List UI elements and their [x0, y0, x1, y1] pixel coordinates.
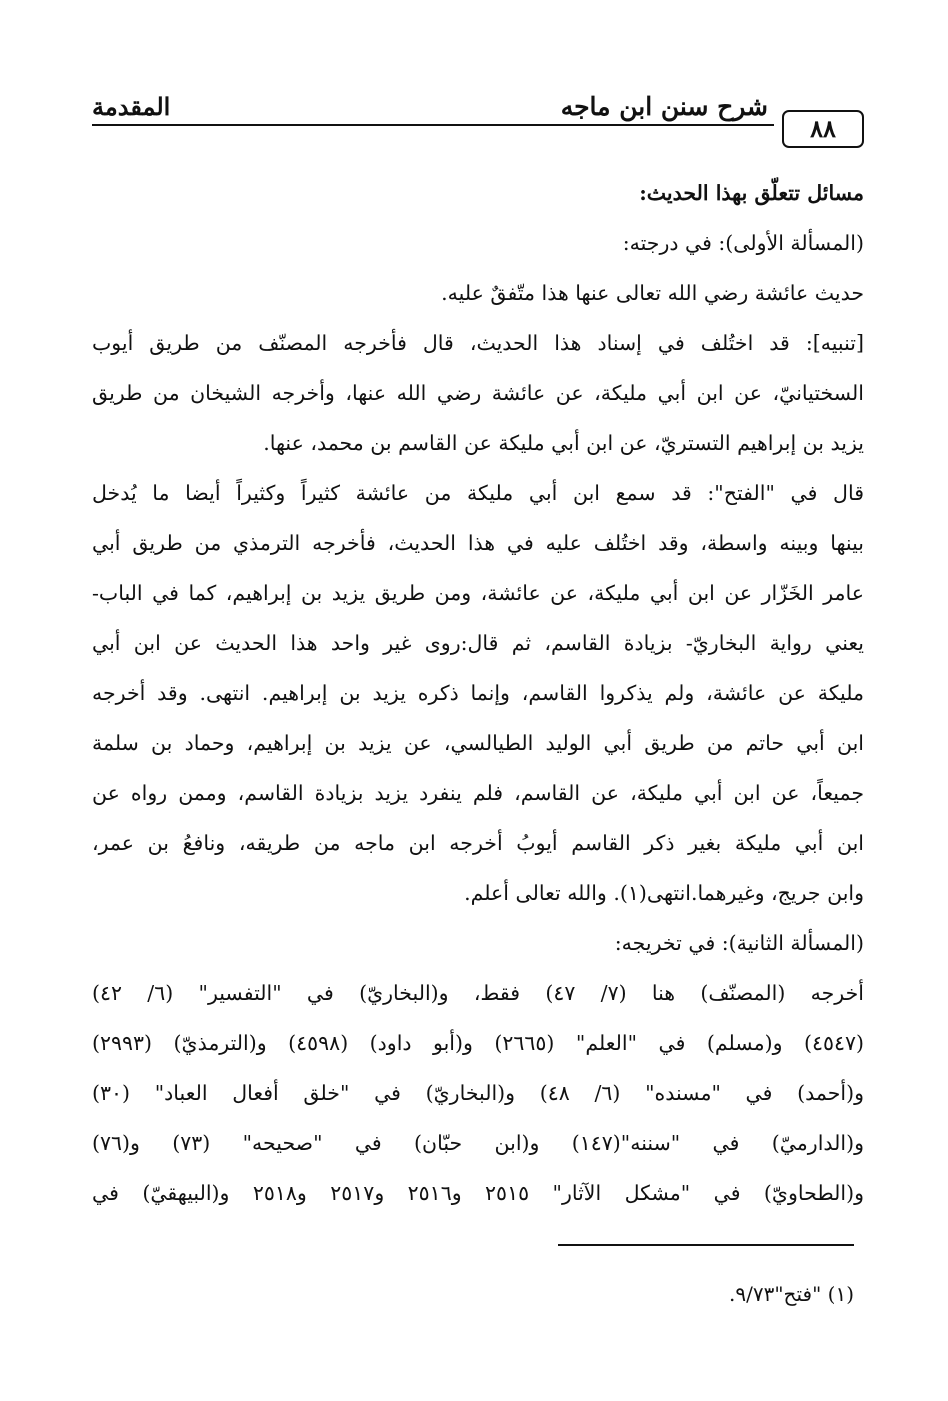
footnote: (١) "فتح"٩/٧٣. — [729, 1282, 854, 1306]
header-rule — [92, 124, 774, 126]
text-line: (المسألة الأولى): في درجته: — [622, 231, 864, 255]
body-text — [92, 168, 864, 1218]
page-number: ٨٨ — [782, 110, 864, 148]
text-line: وابن جريج، وغيرهما.انتهى(١). والله تعالى أعلم. — [464, 881, 864, 905]
text-line: بينها وبينه واسطة، وقد اختُلف عليه في هذا الحديث، فأخرجه الترمذي من طريق أبي — [92, 531, 864, 555]
heading-issues: مسائل تتعلّق بهذا الحديث: — [639, 181, 864, 205]
text-line: (المسألة الثانية): في تخريجه: — [614, 931, 864, 955]
text-line: و(أحمد) في "مسنده" (٦/ ٤٨) و(البخاريّ) في "خلق أفعال العباد" (٣٠) — [92, 1081, 864, 1105]
text-line: (٤٥٤٧) و(مسلم) في "العلم" (٢٦٦٥) و(أبو داود) (٤٥٩٨) و(الترمذيّ) (٢٩٩٣) — [92, 1031, 864, 1055]
text-line: مليكة عن عائشة، ولم يذكروا القاسم، وإنما ذكره يزيد بن إبراهيم. انتهى. وقد أخرجه — [92, 681, 864, 705]
running-header — [92, 84, 864, 154]
text-line: و(الطحاويّ) في "مشكل الآثار" ٢٥١٥ و٢٥١٦ و٢٥١٧ و٢٥١٨ و(البيهقيّ) في — [92, 1181, 864, 1205]
text-line: السختيانيّ، عن ابن أبي مليكة، عن عائشة رضي الله عنها، وأخرجه الشيخان من طريق — [92, 381, 864, 405]
text-line: و(الدارميّ) في "سننه"(١٤٧) و(ابن حبّان) في "صحيحه" (٧٣) و(٧٦) — [92, 1131, 864, 1155]
text-line: أخرجه (المصنّف) هنا (٧/ ٤٧) فقط، و(البخاريّ) في "التفسير" (٦/ ٤٢) — [92, 981, 864, 1005]
text-line: ابن أبي مليكة بغير ذكر القاسم أيوبُ أخرجه ابن ماجه من طريقه، ونافعُ بن عمر، — [92, 831, 864, 855]
text-line: عامر الخَزّار عن ابن أبي مليكة، عن عائشة، ومن طريق يزيد بن إبراهيم، كما في الباب- — [92, 581, 864, 605]
section-title: المقدمة — [92, 92, 171, 121]
book-title: شرح سنن ابن ماجه — [560, 92, 768, 121]
text-line: [تنبيه]: قد اختُلف في إسناد هذا الحديث، قال فأخرجه المصنّف من طريق أيوب — [92, 331, 864, 355]
text-line: يزيد بن إبراهيم التستريّ، عن ابن أبي مليكة عن القاسم بن محمد، عنها. — [263, 431, 864, 455]
text-line: ابن أبي حاتم من طريق أبي الوليد الطيالسي، عن يزيد بن إبراهيم، وحماد بن سلمة — [92, 731, 864, 755]
text-line: يعني رواية البخاريّ- بزيادة القاسم، ثم قال:روى غير واحد هذا الحديث عن ابن أبي — [92, 631, 864, 655]
text-line: قال في "الفتح": قد سمع ابن أبي مليكة من عائشة كثيراً وكثيراً أيضا ما يُدخل — [92, 481, 864, 505]
text-line: حديث عائشة رضي الله تعالى عنها هذا متّفقٌ عليه. — [441, 281, 864, 305]
text-line: جميعاً، عن ابن أبي مليكة، عن القاسم، فلم ينفرد يزيد بزيادة القاسم، وممن رواه عن — [92, 781, 864, 805]
footnote-separator — [558, 1244, 854, 1246]
